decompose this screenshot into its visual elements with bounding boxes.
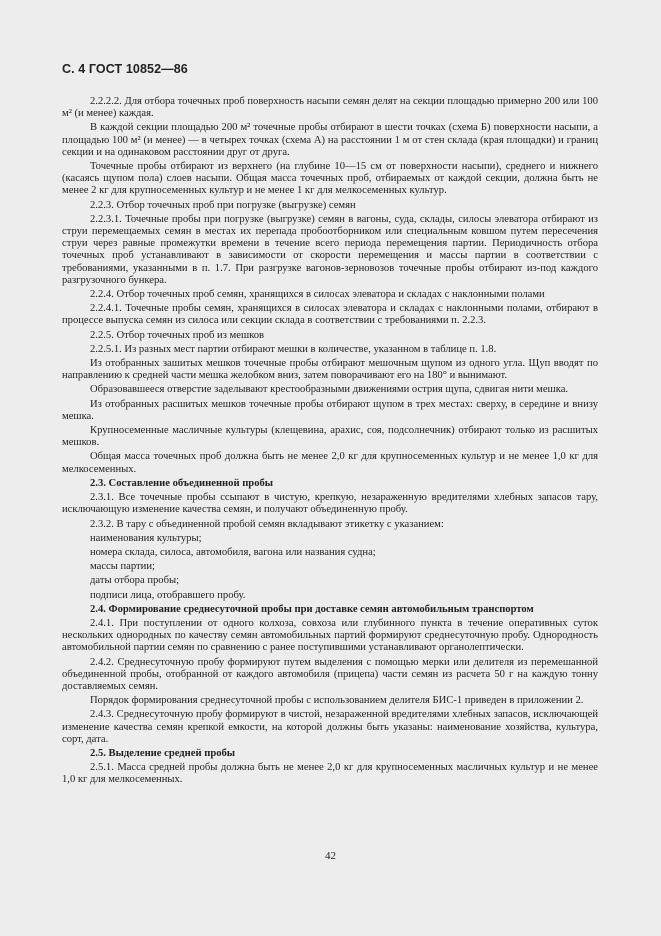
paragraph: Точечные пробы отбирают из верхнего (на глубине 10—15 см от поверхности насыпи), среднего и нижнего (касаясь щупом пола) слоев насыпи. Общая масса точечных проб, отбираемых от каждой секции, должна быть не менее 2 кг для крупносеменных культур и не менее 1 кг для мелкосеменных культур. <box>62 161 598 197</box>
paragraph: наименования культуры; <box>90 532 202 544</box>
paragraph: Из отобранных зашитых мешков точечные пробы отбирают мешочным щупом из одного угла. Щуп вводят по направлению к средней части мешка желобком вниз, затем поворачивают его на 180° и вынимают. <box>62 358 598 382</box>
paragraph: Из отобранных расшитых мешков точечные пробы отбирают щупом в трех местах: сверху, в середине и внизу мешка. <box>62 398 598 422</box>
document-body <box>62 96 598 789</box>
page-header: С. 4 ГОСТ 10852—86 <box>62 62 188 76</box>
section-heading: 2.3. Составление объединенной пробы <box>90 477 274 489</box>
paragraph: 2.4.3. Среднесуточную пробу формируют в чистой, незараженной вредителями хлебных запасов, исключающей изменение качества семян крепкой емкости, на которой должны быть указаны: наименование хозяйства, культура, сорт, дата. <box>62 709 598 745</box>
paragraph: 2.2.2.2. Для отбора точечных проб поверхность насыпи семян делят на секции площадью примерно 200 или 100 м² (и менее) каждая. <box>62 96 598 120</box>
paragraph: 2.4.1. При поступлении от одного колхоза, совхоза или глубинного пункта в течение оперативных суток нескольких однородных по качеству семян автомобильных партий формируют среднесуточную пробу. Однородность автомобильной партии семян по сравнению с ранее поступившими устанавливают органолептически. <box>62 617 598 654</box>
section-heading: 2.4. Формирование среднесуточной пробы при доставке семян автомобильным транспортом <box>90 603 534 615</box>
paragraph: 2.2.4.1. Точечные пробы семян, хранящихся в силосах элеватора и складах с наклонными полами, отбирают в процессе выпуска семян из силоса или секции склада в соответствии с требованиями п. 2.2.3. <box>62 303 598 327</box>
paragraph: 2.5.1. Масса средней пробы должна быть не менее 2,0 кг для крупносеменных масличных культур и не менее 1,0 кг для мелкосеменных. <box>62 762 598 786</box>
paragraph: 2.3.2. В тару с объединенной пробой семян вкладывают этикетку с указанием: <box>90 518 444 530</box>
paragraph: подписи лица, отобравшего пробу. <box>90 589 246 601</box>
paragraph: Порядок формирования среднесуточной пробы с использованием делителя БИС-1 приведен в приложении 2. <box>90 695 584 707</box>
paragraph: 2.2.3.1. Точечные пробы при погрузке (выгрузке) семян в вагоны, суда, склады, силосы элеватора отбирают из струи перемещаемых семян в местах их перепада пробоотборником или специальным ковшом путем пересечения струи через равные промежутки времени в течение всего периода перемещения партии. Периодичность отбора точечных проб устанавливают в зависимости от скорости перемещения и массы партии в соответствии с требованиями, указанными в п. 1.7. При разгрузке вагонов-зерновозов точечные пробы отбирают из-под каждого разгрузочного бункера. <box>62 213 598 286</box>
section-heading: 2.5. Выделение средней пробы <box>90 747 236 759</box>
paragraph: 2.2.5.1. Из разных мест партии отбирают мешки в количестве, указанном в таблице п. 1.8. <box>90 343 497 355</box>
paragraph: 2.4.2. Среднесуточную пробу формируют путем выделения с помощью мерки или делителя из перемешанной объединенной пробы, отобранной от каждого автомобиля (прицепа) части семян из расчета 50 г на каждую тонну доставляемых семян. <box>62 656 598 692</box>
paragraph: 2.2.4. Отбор точечных проб семян, хранящихся в силосах элеватора и складах с наклонными полами <box>90 289 545 301</box>
page-number: 42 <box>325 850 336 862</box>
paragraph: номера склада, силоса, автомобиля, вагона или названия судна; <box>90 546 376 558</box>
paragraph: 2.3.1. Все точечные пробы ссыпают в чистую, крепкую, незараженную вредителями хлебных запасов тару, исключающую изменение качества семян, и получают объединенную пробу. <box>62 492 598 516</box>
paragraph: массы партии; <box>90 561 155 573</box>
paragraph: 2.2.5. Отбор точечных проб из мешков <box>90 329 265 341</box>
paragraph: 2.2.3. Отбор точечных проб при погрузке (выгрузке) семян <box>90 199 356 211</box>
paragraph: даты отбора пробы; <box>90 575 180 587</box>
paragraph: Образовавшееся отверстие заделывают крестообразными движениями острия щупа, сдвигая нити мешка. <box>90 384 569 396</box>
paragraph: Крупносеменные масличные культуры (клещевина, арахис, соя, подсолнечник) отбирают только из расшитых мешков. <box>62 425 598 449</box>
paragraph: В каждой секции площадью 200 м² точечные пробы отбирают в шести точках (схема Б) поверхности насыпи, а площадью 100 м² (и менее) — в четырех точках (схема А) на расстоянии 1 м от стен склада (края площадки) и границ секции и на одинаковом расстоянии друг от друга. <box>62 122 598 158</box>
paragraph: Общая масса точечных проб должна быть не менее 2,0 кг для крупносеменных культур и не менее 1,0 кг для мелкосеменных. <box>62 451 598 475</box>
